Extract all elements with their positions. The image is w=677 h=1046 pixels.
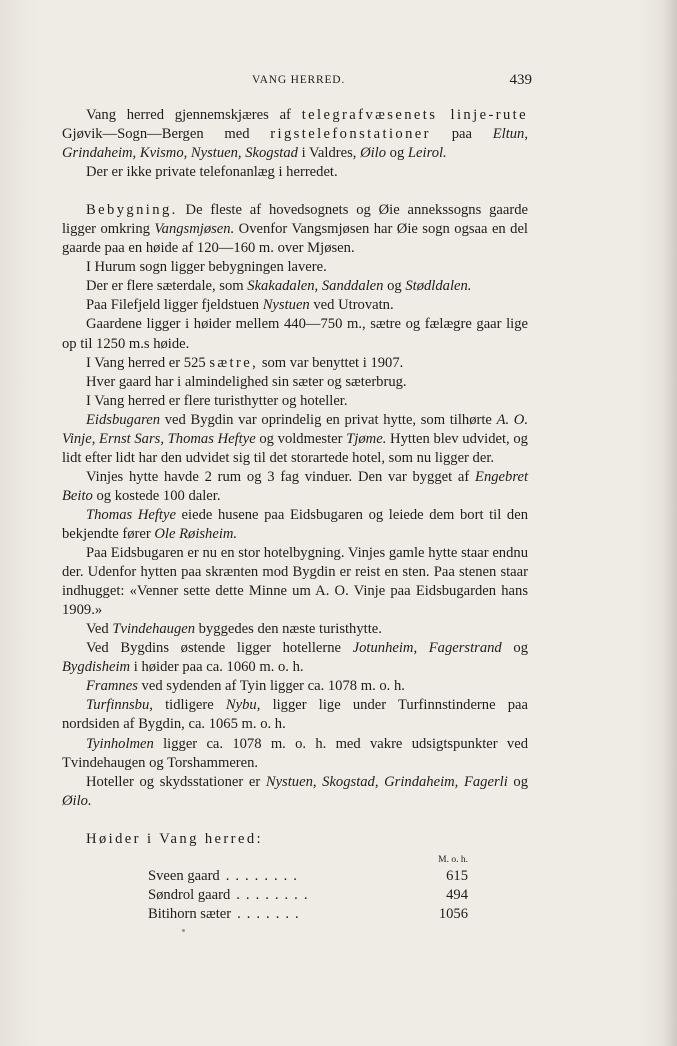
page-number: 439 <box>509 72 532 88</box>
italic-run: Eidsbugaren <box>86 411 161 428</box>
text-run: ligger lige under Turfinnstinderne paa nordsiden af Bygdin, ca. 1065 m. o. h. <box>62 697 528 733</box>
italic-run: Ole Røisheim. <box>154 525 238 542</box>
page-header <box>62 72 532 92</box>
spaced-run: Bebygning. <box>86 202 178 219</box>
italic-run: Eltun, Grindaheim, Kvismo, Nystuen, Skogstad <box>62 126 528 162</box>
paragraph <box>62 315 528 353</box>
italic-run: Nybu, <box>225 697 261 714</box>
spaced-run: telegrafvæsenets linje- <box>301 107 496 123</box>
italic-run: Thomas Heftye <box>86 506 176 523</box>
paragraph <box>62 411 528 468</box>
paragraph <box>62 392 528 411</box>
paragraph <box>62 506 528 544</box>
text-run: I Vang herred er 525 <box>86 354 210 371</box>
italic-run: Framnes <box>86 678 138 695</box>
heights-row-dots: ........ <box>225 867 303 884</box>
italic-run: Nystuen, Skogstad, Grindaheim, Fagerli <box>265 773 508 790</box>
paragraph-list <box>62 106 528 811</box>
italic-run: Tvindehaugen <box>112 621 196 638</box>
text-run: tidligere <box>152 697 226 714</box>
italic-run: Skakadalen, Sanddalen <box>247 278 384 295</box>
text-run: og <box>386 145 408 162</box>
print-speck <box>182 929 185 932</box>
italic-run: Tjøme. <box>346 430 387 447</box>
heights-row <box>62 905 468 924</box>
text-run: i høider paa ca. 1060 m. o. h. <box>130 659 304 676</box>
heights-row <box>62 886 468 905</box>
italic-run: Tyinholmen <box>86 735 154 752</box>
text-run: De fleste af hovedsognets og Øie annekssogns gaarde ligger omkring <box>62 202 528 238</box>
heights-row-dots: ....... <box>237 905 305 922</box>
text-run: eiede husene paa Eidsbugaren og leiede dem bort til den bekjendte fører <box>62 506 528 542</box>
spaced-run: rute <box>495 107 528 123</box>
text-run: Ved Bygdins østende ligger hotellerne <box>86 640 353 657</box>
heights-table <box>62 830 528 924</box>
paragraph <box>62 677 528 696</box>
text-run: og <box>383 278 406 295</box>
text-run: og kostede 100 daler. <box>92 487 221 504</box>
text-run: Gjøvik—Sogn—Bergen med <box>62 126 271 143</box>
text-run: byggedes den næste turisthytte. <box>195 621 382 638</box>
text-run: Hytten blev udvidet, og lidt efter lidt har den udvidet sig til det storartede hotel, som nu ligger der. <box>62 430 528 466</box>
spaced-run: sætre, <box>209 354 259 371</box>
paragraph <box>62 620 528 639</box>
text-run: ved Bygdin var oprindelig en privat hytte, som tilhørte <box>160 411 497 428</box>
heights-row <box>62 867 468 886</box>
heights-row-name: Bitihorn sæter <box>148 905 232 922</box>
italic-run: Vangsmjøsen. <box>154 221 235 238</box>
heights-table-title <box>62 830 528 849</box>
heights-row-value: 615 <box>446 867 468 884</box>
text-run: ligger ca. 1078 m. o. h. med vakre udsigtspunkter ved Tvindehaugen og Torshammeren. <box>62 735 528 771</box>
paragraph <box>62 639 528 677</box>
text-run: Vinjes hytte havde 2 rum og 3 fag vinduer. Den var bygget af <box>86 468 476 485</box>
paragraph <box>62 544 528 620</box>
italic-run: Jotunheim, Fagerstrand <box>352 640 502 657</box>
spaced-run: rigstelefonstationer <box>270 126 431 143</box>
text-run: som var benyttet i 1907. <box>258 354 404 371</box>
italic-run: Øilo <box>360 145 387 162</box>
paragraph <box>62 258 528 277</box>
heights-table-title-text: Høider i Vang herred: <box>86 830 263 847</box>
text-run: Ovenfor Vangsmjøsen har Øie sogn ogsaa en del gaarde paa en høide af 120—160 m. over Mjøsen. <box>62 221 528 257</box>
text-run: ved sydenden af Tyin ligger ca. 1078 m. o. h. <box>137 678 405 695</box>
italic-run: Stødldalen. <box>405 278 472 295</box>
text-run: og <box>501 640 528 657</box>
paragraph <box>62 163 528 182</box>
text-run: Paa Filefjeld ligger fjeldstuen <box>86 297 263 314</box>
running-head: VANG HERRED. <box>252 74 346 86</box>
text-run: og voldmester <box>255 430 347 447</box>
page-edge-shadow <box>663 0 677 1046</box>
paragraph <box>62 773 528 811</box>
paragraph <box>62 296 528 315</box>
text-run: og <box>507 773 528 790</box>
text-run: Paa Eidsbugaren er nu en stor hotelbygning. Vinjes gamle hytte staar endnu der. Udenfor hytten paa skrænten mod Bygdin er reist en sten. Paa stenen staar indhugget: «Venner sette dette Minne um A. O. Vinje paa Eidsbugarden hans 1909.» <box>62 545 528 619</box>
text-run: Der er ikke private telefonanlæg i herredet. <box>86 164 338 181</box>
heights-row-name: Søndrol gaard <box>148 886 231 903</box>
heights-row-name: Sveen gaard <box>148 867 220 884</box>
text-run: Der er flere sæterdale, som <box>86 278 248 295</box>
italic-run: A. O. Vinje, Ernst Sars, Thomas Heftye <box>62 411 528 447</box>
text-run: Hver gaard har i almindelighed sin sæter og sæterbrug. <box>86 373 407 390</box>
text-run: i Valdres, <box>297 145 361 162</box>
paragraph <box>62 106 528 163</box>
paragraph <box>62 468 528 506</box>
italic-run: Turfinnsbu, <box>86 697 153 714</box>
paragraph <box>62 696 528 734</box>
paragraph <box>62 735 528 773</box>
body-text <box>62 106 528 924</box>
text-run: Vang herred gjennemskjæres af <box>86 107 302 123</box>
heights-row-value: 494 <box>446 886 468 903</box>
text-run: Hoteller og skydsstationer er <box>86 773 266 790</box>
italic-run: Engebret Beito <box>62 468 528 504</box>
italic-run: Øilo. <box>62 792 92 809</box>
heights-row-value: 1056 <box>438 905 468 922</box>
text-run: I Hurum sogn ligger bebygningen lavere. <box>86 259 327 276</box>
text-run: ved Utrovatn. <box>309 297 394 314</box>
italic-run: Nystuen <box>262 297 310 314</box>
heights-unit-label: M. o. h. <box>438 854 468 865</box>
italic-run: Bygdisheim <box>62 659 131 676</box>
text-run: Gaardene ligger i høider mellem 440—750 m., sætre og fælægre gaar lige op til 1250 m.s høide. <box>62 316 528 352</box>
paragraph <box>62 277 528 296</box>
paragraph <box>62 373 528 392</box>
text-run: Ved <box>86 621 113 638</box>
heights-row-dots: ........ <box>236 886 314 903</box>
italic-run: Leirol. <box>407 145 447 162</box>
text-run: I Vang herred er flere turisthytter og hoteller. <box>86 392 348 409</box>
paragraph <box>62 201 528 258</box>
text-run: paa <box>430 126 493 143</box>
paragraph <box>62 354 528 373</box>
